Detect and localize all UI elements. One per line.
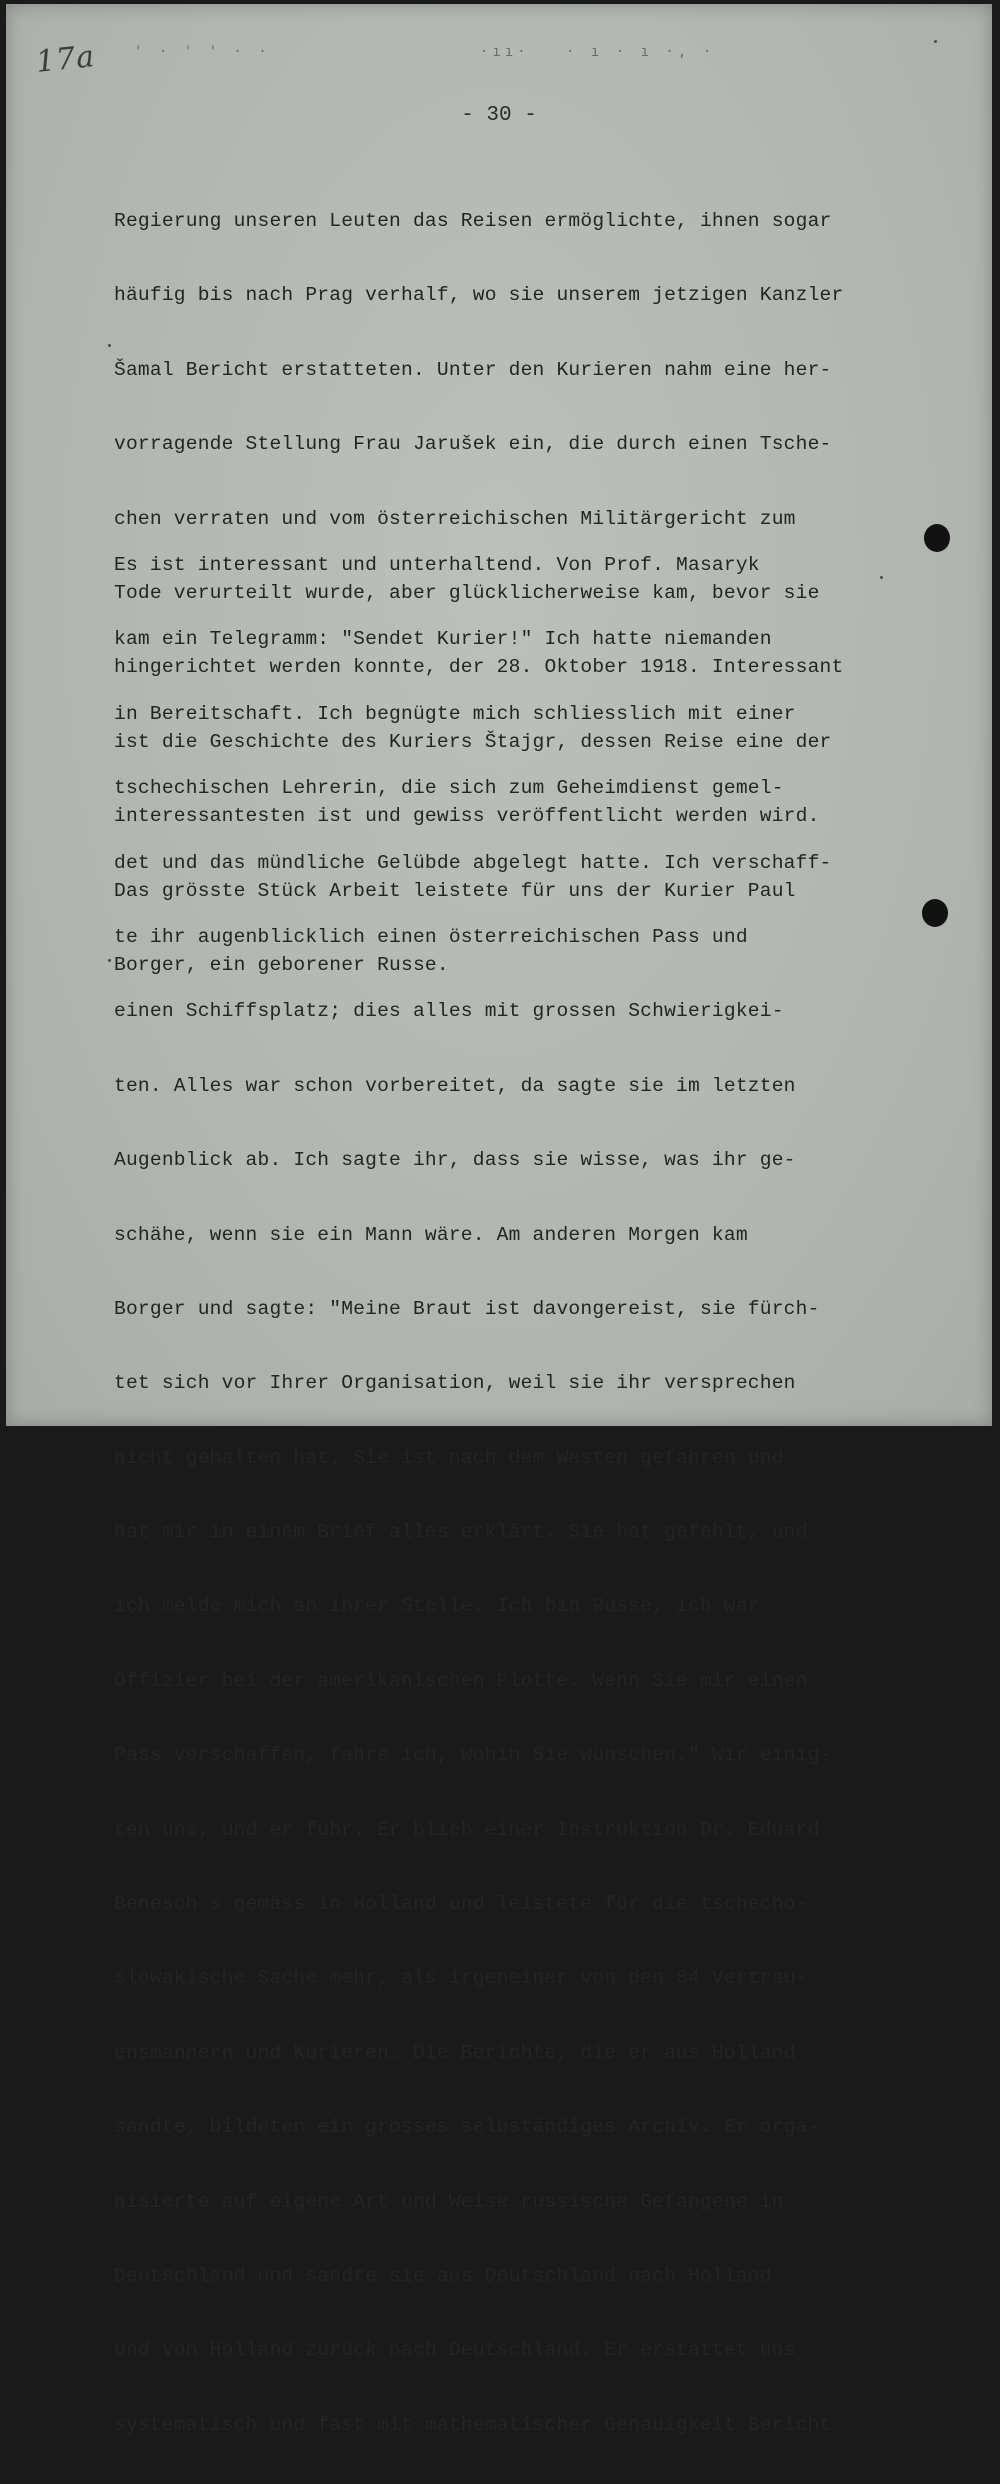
text-line: häufig bis nach Prag verhalf, wo sie unserem jetzigen Kanzler [114,284,844,307]
text-line: nisierte auf eigene Art und Weise russische Gefangene in [114,2190,784,2213]
text-line: kam ein Telegramm: "Sendet Kurier!" Ich hatte niemanden [114,628,772,651]
text-line: und von Holland zurück nach Deutschland. Er erstattet uns [114,2339,796,2362]
paper-speck [108,959,111,962]
text-line: slowakische Sache mehr, als irgeneiner von den 84 Vertrau- [114,1967,808,1990]
text-line: ensmännern und Kurieren. Die Berichte, die er aus Holland [114,2041,796,2064]
text-line: Benesch´s gemäss in Holland und leistete für die tschecho- [114,1893,808,1916]
text-line: ten. Alles war schon vorbereitet, da sagte sie im letzten [114,1074,796,1097]
paper-speck [880,576,883,579]
page-number: - 30 - [461,104,537,127]
text-line: chen verraten und vom österreichischen Militärgericht zum [114,507,796,530]
text-line: Augenblick ab. Ich sagte ihr, dass sie wisse, was ihr ge- [114,1149,796,1172]
text-line: Šamal Bericht erstatteten. Unter den Kurieren nahm eine her- [114,358,832,381]
text-line: Tode verurteilt wurde, aber glücklicherweise kam, bevor sie [114,581,820,604]
paper-speck [934,40,937,43]
text-line: in Bereitschaft. Ich begnügte mich schliesslich mit einer [114,702,796,725]
text-line: tschechischen Lehrerin, die sich zum Geheimdienst gemel- [114,777,784,800]
text-line: systematisch und fast mit mathematischer Genauigkeit Bericht [114,2413,832,2436]
text-line: Das grösste Stück Arbeit leistete für uns der Kurier Paul [114,879,796,902]
text-line: det und das mündliche Gelübde abgelegt hatte. Ich verschaff- [114,851,832,874]
text-line: schähe, wenn sie ein Mann wäre. Am anderen Morgen kam [114,1223,748,1246]
document-page [6,4,992,2436]
text-line: vorragende Stellung Frau Jarušek ein, die durch einen Tsche- [114,433,832,456]
text-line: Pass verschaffen, fahre ich, wohin Sie wünschen." Wir einig- [114,1744,832,1767]
paragraph-2 [114,506,874,2484]
text-line: Es ist interessant und unterhaltend. Von Prof. Masaryk [114,554,760,576]
text-line: ist die Geschichte des Kuriers Štajgr, dessen Reise eine der [114,730,832,753]
text-line: interessantesten ist und gewiss veröffentlicht werden wird. [114,805,820,828]
text-line: Regierung unseren Leuten das Reisen ermöglichte, ihnen sogar [114,210,832,232]
handwritten-page-annotation: 17a [34,39,97,80]
text-line: tet sich vor Ihrer Organisation, weil sie ihr versprechen [114,1372,796,1395]
text-line: Deutschland und sandte sie aus Deutschland nach Holland [114,2264,772,2287]
faint-header-marks: ·ıı· [480,44,530,60]
faint-header-marks: · ı · ı ·, · [566,44,716,60]
text-line: einen Schiffsplatz; dies alles mit grossen Schwierigkei- [114,1000,784,1023]
text-line: Borger, ein geborener Russe. [114,953,449,976]
paper-speck [108,344,111,347]
text-line: ten uns, und er fuhr. Er blieb einer Instruktion Dr. Eduard [114,1818,820,1841]
punch-hole [922,899,948,927]
punch-hole [924,524,950,552]
text-line: sandte, bildeten ein grosses selbständiges Archiv. Er orga- [114,2116,820,2139]
text-line: ich melde mich an ihrer Stelle. Ich bin Russe, ich war [114,1595,760,1618]
faint-header-marks: ' · ' ' · · [134,44,271,60]
text-line: te ihr augenblicklich einen österreichischen Pass und [114,925,748,948]
text-line: hat mir in einem Brief alles erklärt. Sie hat gefehlt, und [114,1521,808,1544]
text-line: Offizier bei der amerikanischen Flotte. Wenn Sie mir einen [114,1669,808,1692]
text-line: nicht gehalten hat. Sie ist nach dem Westen gefahren und [114,1446,784,1469]
text-line: Borger und sagte: "Meine Braut ist davongereist, sie fürch- [114,1297,820,1320]
text-line: hingerichtet werden konnte, der 28. Oktober 1918. Interessant [114,656,844,679]
